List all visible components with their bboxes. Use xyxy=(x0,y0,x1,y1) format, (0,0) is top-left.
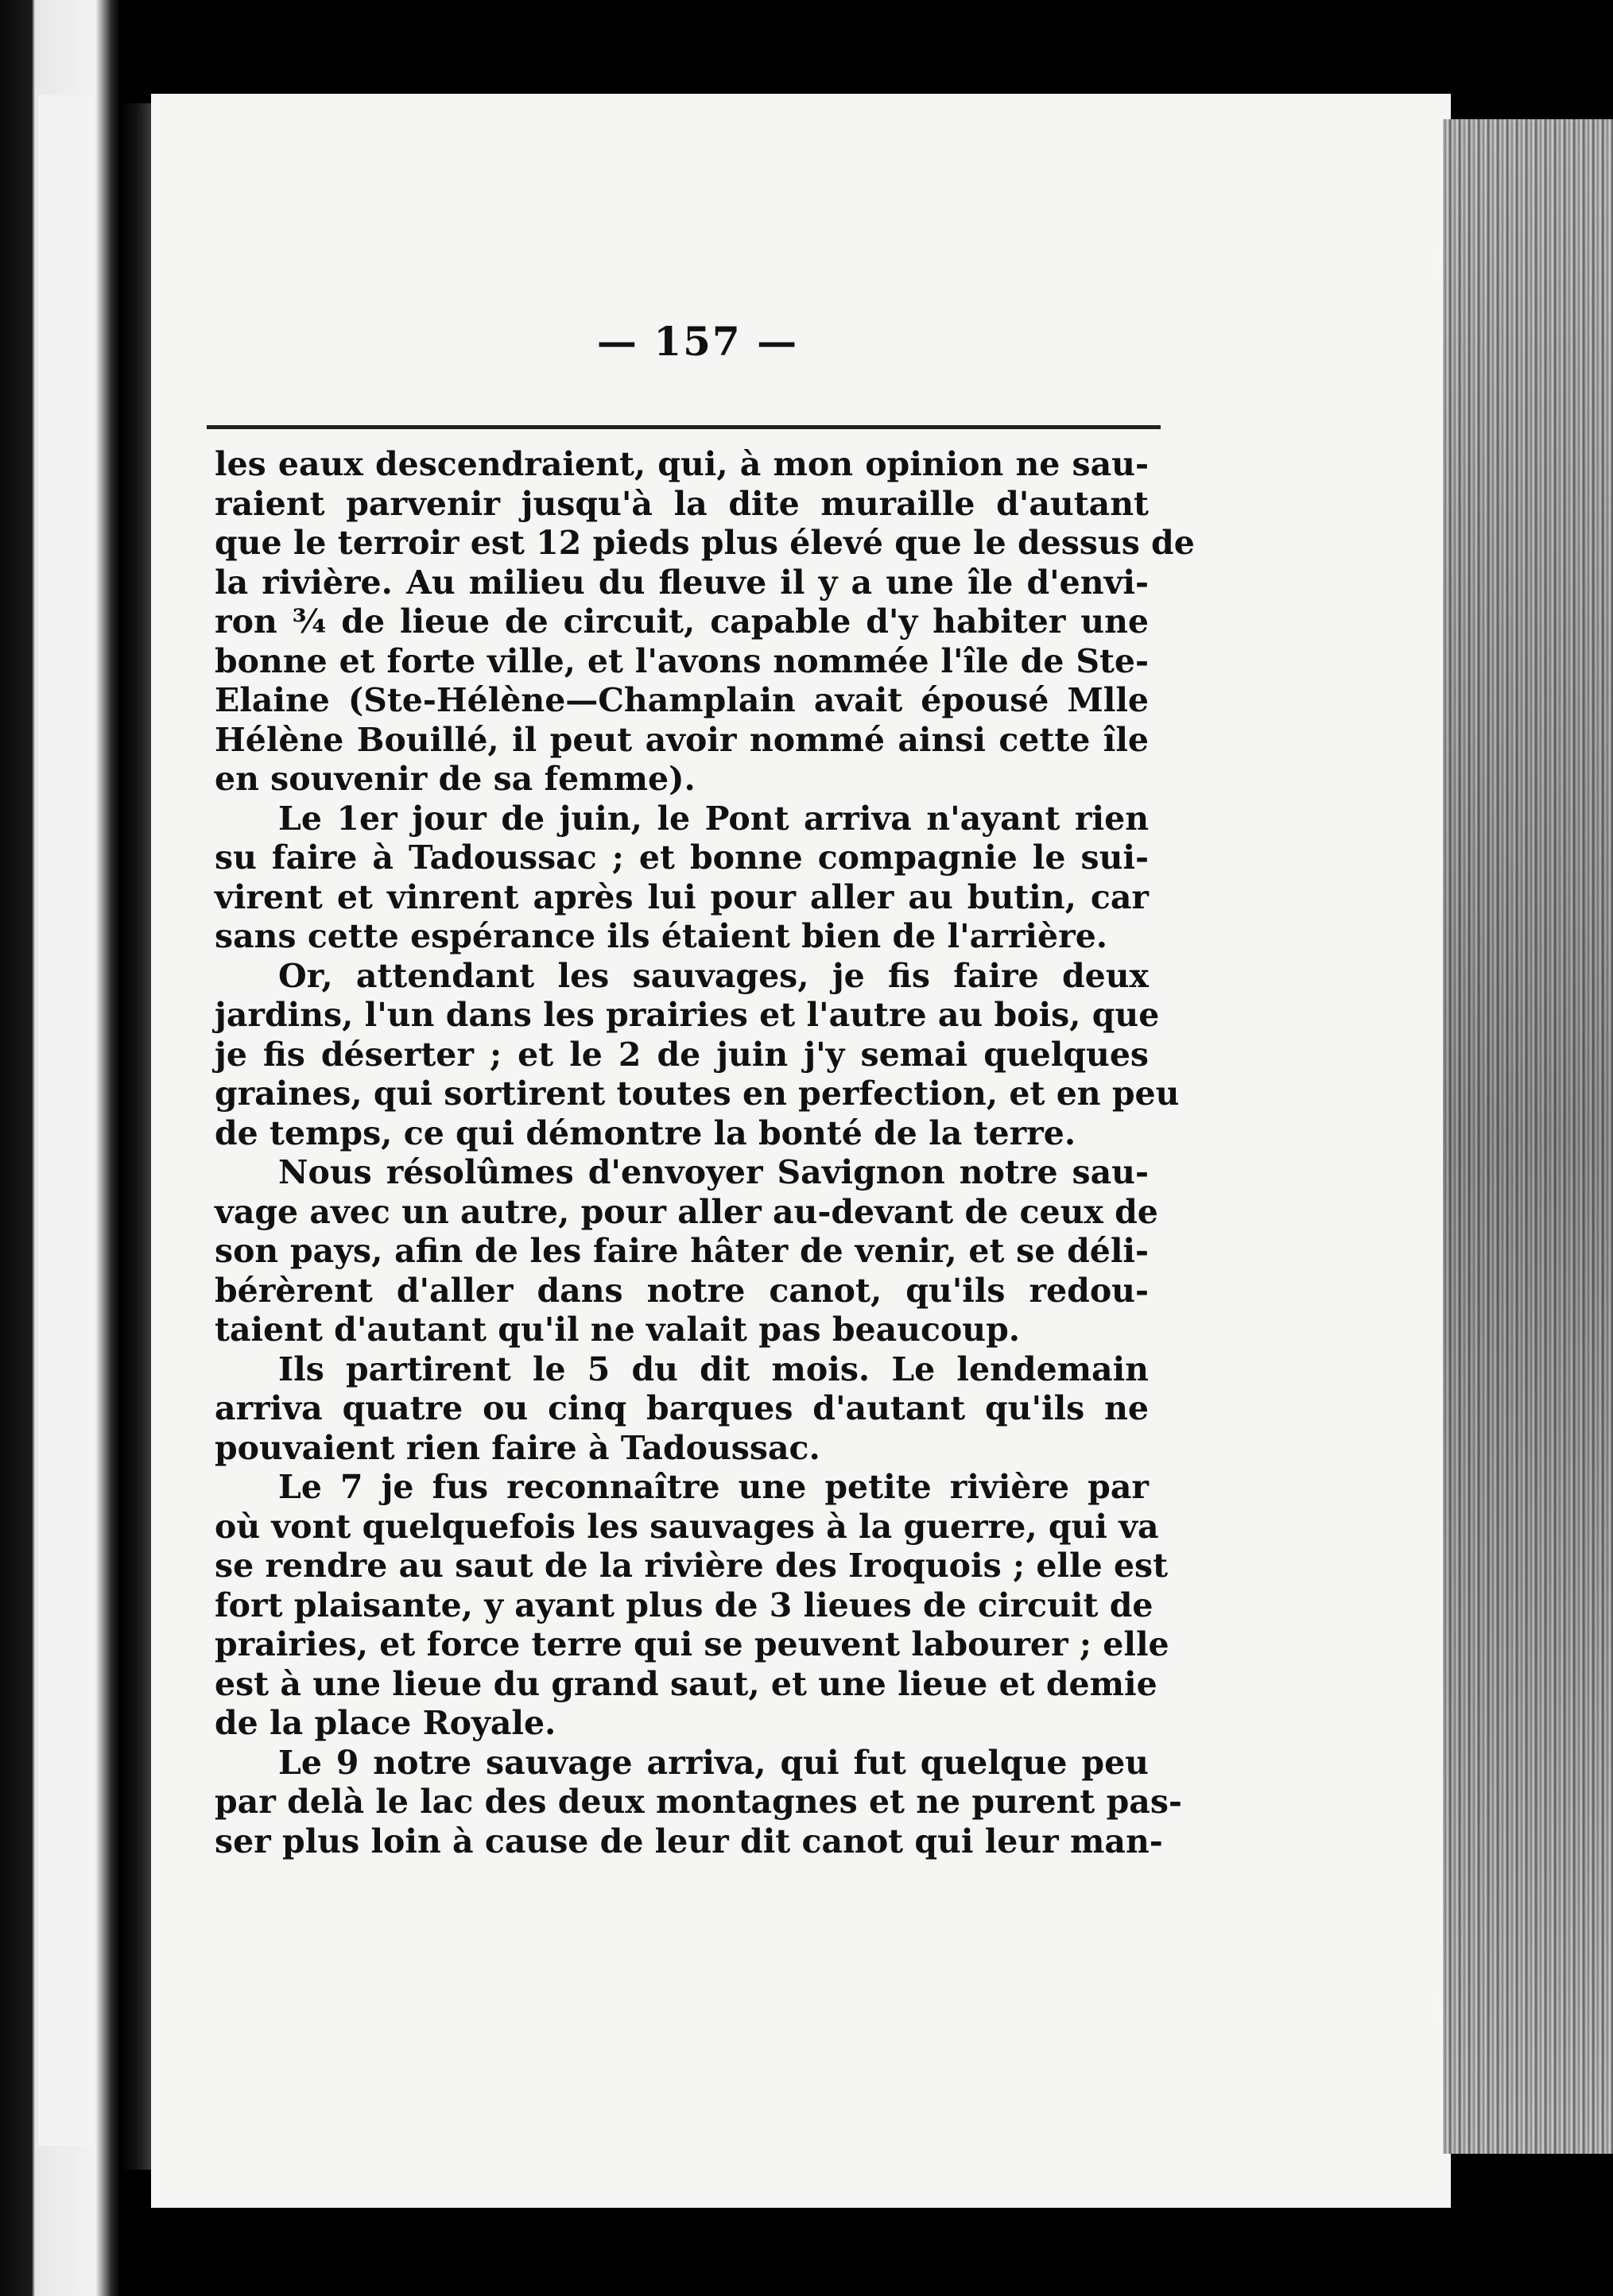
paragraph xyxy=(215,1743,1182,1862)
text-line: arriva quatre ou cinq barques d'autant qu'ils ne xyxy=(215,1389,1149,1427)
text-line: Le 9 notre sauvage arriva, qui fut quelque peu xyxy=(278,1743,1149,1782)
text-line: que le terroir est 12 pieds plus élevé que le dessus de xyxy=(215,524,1195,562)
text-line: raient parvenir jusqu'à la dite muraille d'autant xyxy=(215,484,1149,523)
paragraph xyxy=(215,1153,1158,1350)
paragraph xyxy=(215,445,1195,800)
page-number: — 157 — xyxy=(596,318,799,365)
text-line: bonne et forte ville, et l'avons nommée l'île de Ste- xyxy=(215,641,1149,680)
page-edges xyxy=(1443,119,1613,2154)
text-line: fort plaisante, y ayant plus de 3 lieues de circuit de xyxy=(215,1586,1154,1624)
paragraph xyxy=(215,800,1149,957)
text-line: où vont quelquefois les sauvages à la guerre, qui va xyxy=(215,1507,1159,1546)
book-gutter xyxy=(119,103,151,2170)
text-line: Or, attendant les sauvages, je fis faire deux xyxy=(278,956,1149,995)
text-line: virent et vinrent après lui pour aller au butin, car xyxy=(215,877,1149,916)
text-line: se rendre au saut de la rivière des Iroquois ; elle est xyxy=(215,1547,1169,1585)
text-line: jardins, l'un dans les prairies et l'autre au bois, que xyxy=(215,996,1160,1034)
facing-page-edge xyxy=(0,0,119,2296)
text-line: sans cette espérance ils étaient bien de l'arrière. xyxy=(215,917,1108,955)
header-rule xyxy=(207,425,1161,429)
text-line: pouvaient rien faire à Tadoussac. xyxy=(215,1428,820,1467)
text-line: bérèrent d'aller dans notre canot, qu'ils redou- xyxy=(215,1271,1149,1310)
text-line: ser plus loin à cause de leur dit canot qui leur man- xyxy=(215,1822,1163,1860)
text-line: je fis déserter ; et le 2 de juin j'y semai quelques xyxy=(215,1035,1149,1074)
text-line: vage avec un autre, pour aller au-devant de ceux de xyxy=(215,1192,1158,1231)
text-line: su faire à Tadoussac ; et bonne compagnie le sui- xyxy=(215,838,1149,877)
text-line: de la place Royale. xyxy=(215,1704,556,1742)
text-line: Le 7 je fus reconnaître une petite rivière par xyxy=(278,1468,1149,1506)
text-line: Nous résolûmes d'envoyer Savignon notre sau- xyxy=(278,1153,1149,1191)
text-line: prairies, et force terre qui se peuvent labourer ; elle xyxy=(215,1625,1169,1663)
body-text xyxy=(215,445,1195,1861)
paragraph xyxy=(215,1350,1149,1469)
text-line: de temps, ce qui démontre la bonté de la terre. xyxy=(215,1113,1076,1152)
text-line: est à une lieue du grand saut, et une lieue et demie xyxy=(215,1664,1157,1703)
text-line: Hélène Bouillé, il peut avoir nommé ainsi cette île xyxy=(215,720,1149,759)
text-line: son pays, afin de les faire hâter de venir, et se déli- xyxy=(215,1232,1149,1270)
text-line: Elaine (Ste-Hélène—Champlain avait épousé Mlle xyxy=(215,681,1149,719)
text-line: en souvenir de sa femme). xyxy=(215,760,696,798)
text-line: par delà le lac des deux montagnes et ne purent pas- xyxy=(215,1783,1182,1821)
text-line: ron ¾ de lieue de circuit, capable d'y habiter une xyxy=(215,602,1149,641)
paragraph xyxy=(215,956,1180,1154)
paragraph xyxy=(215,1468,1169,1744)
text-line: graines, qui sortirent toutes en perfection, et en peu xyxy=(215,1074,1180,1113)
text-line: Ils partirent le 5 du dit mois. Le lendemain xyxy=(278,1349,1149,1388)
text-line: taient d'autant qu'il ne valait pas beaucoup. xyxy=(215,1311,1021,1349)
text-line: la rivière. Au milieu du fleuve il y a une île d'envi- xyxy=(215,563,1149,602)
text-line: Le 1er jour de juin, le Pont arriva n'ayant rien xyxy=(278,799,1149,838)
text-line: les eaux descendraient, qui, à mon opinion ne sau- xyxy=(215,445,1149,483)
